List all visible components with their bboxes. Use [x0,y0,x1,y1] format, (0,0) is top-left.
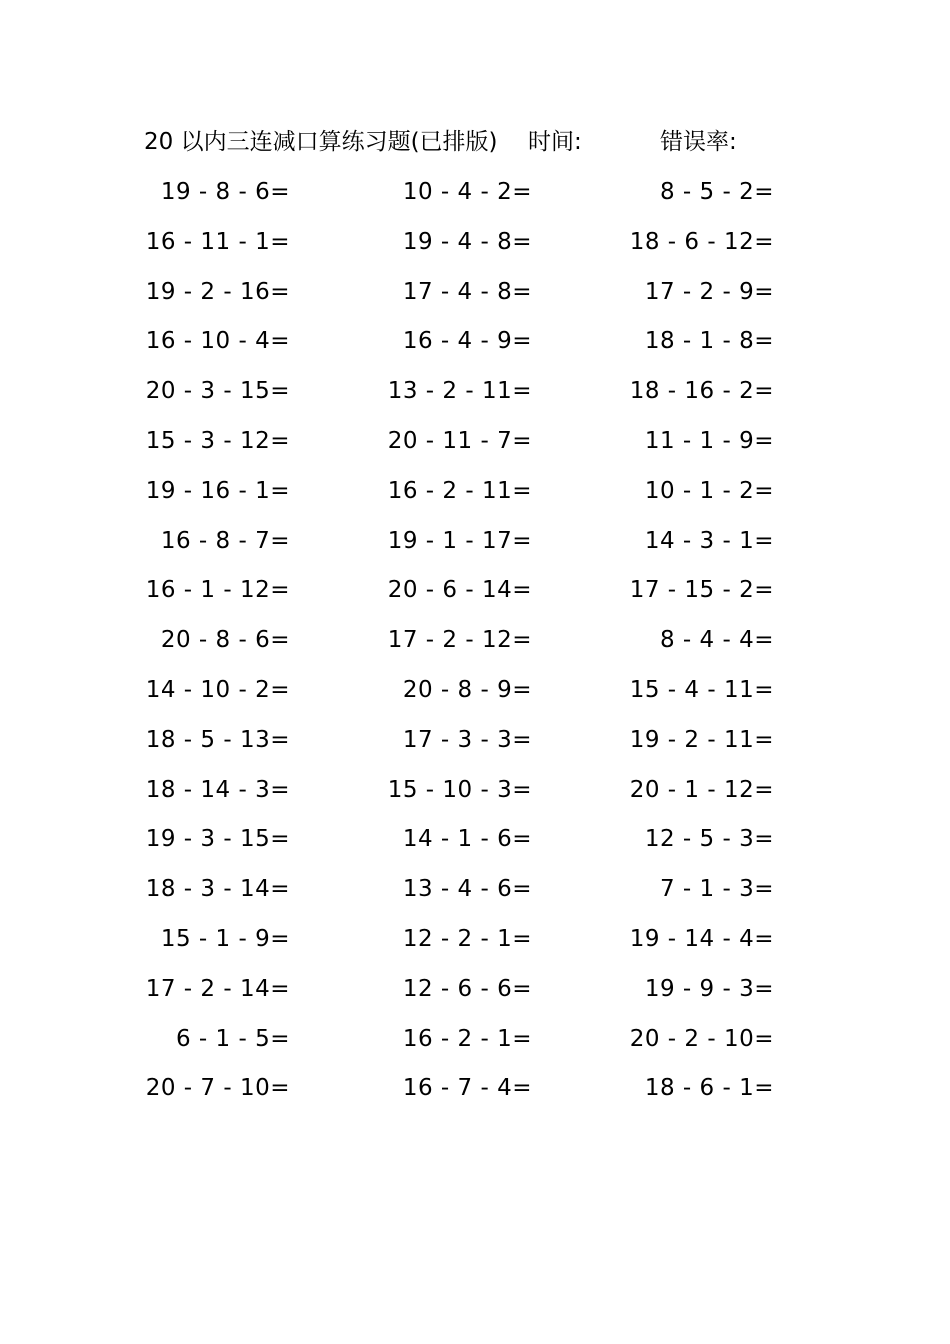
problem-item: 19 - 16 - 1= [145,477,290,504]
problem-item: 12 - 5 - 3= [644,826,774,853]
problem-item: 19 - 2 - 16= [145,278,290,305]
problem-item: 20 - 8 - 9= [402,677,532,703]
problem-row [100,819,850,859]
problem-item: 16 - 4 - 9= [402,328,532,355]
problem-item: 20 - 8 - 6= [160,627,290,654]
problem-item: 19 - 14 - 4= [629,926,774,952]
problem-item: 15 - 1 - 9= [160,926,290,952]
problem-item: 15 - 10 - 3= [387,776,532,803]
problem-item: 7 - 1 - 3= [659,876,774,903]
problem-item: 20 - 2 - 10= [629,1025,774,1052]
problem-item: 12 - 2 - 1= [402,926,532,952]
problem-item: 20 - 7 - 10= [145,1075,290,1102]
problem-item: 19 - 8 - 6= [160,179,290,205]
problem-item: 8 - 4 - 4= [659,627,774,654]
problem-item: 19 - 2 - 11= [629,726,774,753]
problem-item: 18 - 1 - 8= [644,328,774,355]
problem-item: 16 - 2 - 11= [387,477,532,504]
problem-item: 16 - 1 - 12= [145,577,290,604]
problem-item: 13 - 2 - 11= [387,378,532,405]
problem-row [100,570,850,610]
problem-item: 17 - 3 - 3= [402,726,532,753]
problem-item: 13 - 4 - 6= [402,876,532,903]
problem-row [100,521,850,561]
problem-item: 10 - 4 - 2= [402,179,532,205]
problem-row [100,421,850,461]
problem-item: 15 - 3 - 12= [145,428,290,454]
problem-grid [100,172,850,1172]
problem-item: 14 - 3 - 1= [644,527,774,554]
problem-row [100,919,850,959]
problem-item: 19 - 9 - 3= [644,975,774,1002]
problem-item: 12 - 6 - 6= [402,975,532,1002]
problem-row [100,172,850,212]
problem-item: 17 - 2 - 12= [387,627,532,654]
problem-row [100,969,850,1009]
problem-item: 16 - 7 - 4= [402,1075,532,1102]
problem-item: 15 - 4 - 11= [629,677,774,703]
problem-item: 16 - 10 - 4= [145,328,290,355]
problem-item: 11 - 1 - 9= [644,428,774,454]
problem-row [100,471,850,511]
problem-item: 18 - 6 - 1= [644,1075,774,1102]
problem-item: 16 - 11 - 1= [145,228,290,255]
problem-item: 16 - 2 - 1= [402,1025,532,1052]
problem-item: 19 - 3 - 15= [145,826,290,853]
problem-item: 18 - 3 - 14= [145,876,290,903]
problem-item: 20 - 11 - 7= [387,428,532,454]
problem-item: 19 - 4 - 8= [402,228,532,255]
problem-row [100,620,850,660]
worksheet-header [144,126,844,158]
problem-item: 18 - 5 - 13= [145,726,290,753]
problem-item: 18 - 6 - 12= [629,228,774,255]
error-rate-label: 错误率: [660,129,737,155]
problem-item: 10 - 1 - 2= [644,477,774,504]
problem-item: 19 - 1 - 17= [387,527,532,554]
problem-item: 20 - 1 - 12= [629,776,774,803]
problem-item: 18 - 14 - 3= [145,776,290,803]
problem-row [100,222,850,262]
problem-row [100,371,850,411]
worksheet-title: 20 以内三连减口算练习题(已排版) [144,129,498,155]
problem-item: 17 - 15 - 2= [629,577,774,604]
problem-item: 20 - 3 - 15= [145,378,290,405]
problem-item: 17 - 2 - 9= [644,278,774,305]
problem-item: 8 - 5 - 2= [659,179,774,205]
problem-row [100,1019,850,1059]
problem-row [100,1068,850,1108]
problem-row [100,321,850,361]
problem-item: 14 - 10 - 2= [145,677,290,703]
problem-item: 14 - 1 - 6= [402,826,532,853]
problem-row [100,670,850,710]
problem-item: 6 - 1 - 5= [175,1025,290,1052]
problem-row [100,720,850,760]
problem-row [100,770,850,810]
problem-row [100,869,850,909]
problem-item: 17 - 4 - 8= [402,278,532,305]
problem-item: 20 - 6 - 14= [387,577,532,604]
problem-item: 17 - 2 - 14= [145,975,290,1002]
problem-item: 18 - 16 - 2= [629,378,774,405]
time-label: 时间: [528,129,582,155]
problem-item: 16 - 8 - 7= [160,527,290,554]
problem-row [100,272,850,312]
